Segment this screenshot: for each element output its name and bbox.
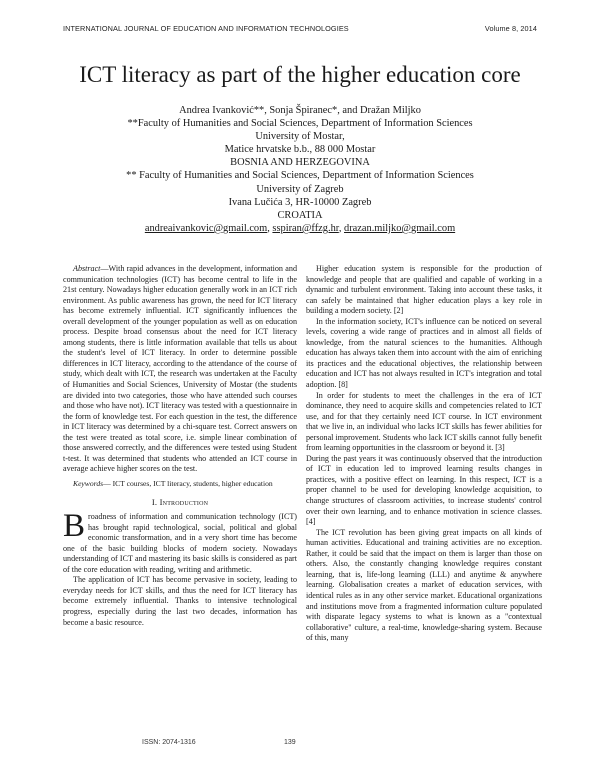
abstract-label: Abstract xyxy=(73,264,101,273)
body-paragraph-3: In order for students to meet the challenges in the era of ICT dominance, they need to acquire skills and competencies related to ICT use, and for that they certainly need ICT course. In ICT environment that we live in, an individual who lacks ICT skills has fewer abilities for personal improvement. Students who lack ICT skills cannot fully benefit from learning opportunities in the classroom or beyond it. [3] xyxy=(306,390,542,453)
body-paragraph-1: Higher education system is responsible for the production of knowledge and people that are qualified and capable of working in a dynamic and turbulent environment. Taking into account these tasks, it can safely be maintained that higher education plays a key role in building a modern society. [2] xyxy=(306,264,542,316)
affiliation-1-country: BOSNIA AND HERZEGOVINA xyxy=(230,157,370,169)
keywords-label: Keywords xyxy=(73,478,104,488)
author-emails xyxy=(0,222,600,235)
keywords xyxy=(63,479,297,490)
abstract xyxy=(63,264,297,475)
affiliation-2-univ: University of Zagreb xyxy=(256,183,344,195)
intro-paragraph-1 xyxy=(63,508,297,575)
affiliation-1-univ: University of Mostar, xyxy=(255,131,345,143)
journal-name: INTERNATIONAL JOURNAL OF EDUCATION AND INFORMATION TECHNOLOGIES xyxy=(63,24,349,33)
affiliation-2-addr: Ivana Lučića 3, HR-10000 Zagreb xyxy=(228,196,372,208)
page-number: 139 xyxy=(284,739,296,746)
issn: ISSN: 2074-1316 xyxy=(142,739,196,746)
body-paragraph-4: During the past years it was continuously observed that the introduction of ICT in education led to improved learning results changes in practices, with a positive effect on learning. In this respect, ICT is a proper channel to be used for developing knowledge acquisition, to change structures of classroom activities, to increase students' control over their own learning, and to enhance motivation in science classes. [4] xyxy=(306,453,542,527)
body-paragraph-5: The ICT revolution has been giving great impacts on all kinds of human activities. Educational and training activities are no exception. Rather, it could be said that the impact on them is larger than those on others. Also, the constantly changing knowledge requires constant learning, that is, life-long learning (LLL) and anytime & anywhere learning. Globalisation creates a market of education services, with identical rules as in any other service market. Educational organizations and institutions move from a fragmented information culture populated with disparate legacy systems to what is known as a "contextual collaborative" culture, a real-time, knowledge-sharing system. Because of this, many xyxy=(306,527,542,643)
email-separator: , xyxy=(267,222,273,234)
author-block xyxy=(0,104,600,235)
section-number: I. xyxy=(151,497,158,508)
abstract-text: —With rapid advances in the development, information and communication technologies (ICT) has become central to life in the 21st century. Nowadays higher education generally work in an ICT rich environment. As public awareness has grown, the need for ICT literacy has become extremely influential. ICT significantly influences the overall development of the younger population as well as on education process. Despite broad consensus about the need for ICT literacy among students, there is little information available that tells us about the student's level of ICT literacy. In order to determine possible differences in ICT literacy, according to the attendance of the course of study, which dealt with ICT, the research was undertaken at the Faculty of Humanities and Social Sciences, University of Mostar (the students are divided into two categories, those who have attended such courses and those who have not). ICT literacy was tested with a questionnaire in the form of knowledge test. For each question in the test, the difference in ICT literacy was determined by a chi-square test. Correct answers on the test were treated as total score, i.e. simple linear combination of those answered correctly, and the differences were tested using Student t-test. It was determined that students who attended an ICT course in average achieve higher scores on the test. xyxy=(63,264,297,474)
volume-info: Volume 8, 2014 xyxy=(484,24,537,33)
keywords-text: — ICT courses, ICT literacy, students, higher education xyxy=(103,478,273,488)
email-link-2[interactable]: sspiran@ffzg.hr xyxy=(272,222,339,234)
intro-paragraph-1-text: roadness of information and communication technology (ICT) has brought rapid technological, social, political and global economic transformation, and in a very short time has become one of the basic building blocks of modern society. Nowadays understanding of ICT and mastering its basic skills is considered as part of the core education with reading, writing and arithmetic. xyxy=(63,512,297,574)
email-link-1[interactable]: andreaivankovic@gmail.com xyxy=(144,222,268,234)
email-separator: , xyxy=(338,222,345,234)
affiliation-2-country: CROATIA xyxy=(277,209,323,221)
running-header xyxy=(63,24,537,33)
right-column xyxy=(306,264,542,644)
affiliation-2-dept: ** Faculty of Humanities and Social Sciences, Department of Information Sciences xyxy=(126,170,474,182)
section-title: Introduction xyxy=(159,497,209,508)
author-names: Andrea Ivanković**, Sonja Špiranec*, and Dražan Miljko xyxy=(179,105,421,116)
affiliation-1-addr: Matice hrvatske b.b., 88 000 Mostar xyxy=(224,144,376,156)
section-heading-introduction xyxy=(63,497,297,508)
body-paragraph-2: In the information society, ICT's influence can be noticed on several levels, covering a wide range of practices and in almost all fields of knowledge, from the natural sciences to the humanities. Although education has always taken them into account with the aim of enriching its practices and the educational objectives, the relationship between education and ICT has not always resulted in ICT's integration and total adoption. [8] xyxy=(306,316,542,390)
email-link-3[interactable]: drazan.miljko@gmail.com xyxy=(344,222,456,234)
drop-cap: B xyxy=(63,508,86,545)
affiliation-1-dept: **Faculty of Humanities and Social Sciences, Department of Information Sciences xyxy=(127,118,473,130)
paper-title: ICT literacy as part of the higher education core xyxy=(79,62,521,87)
left-column xyxy=(63,264,297,628)
intro-paragraph-2: The application of ICT has become pervasive in society, leading to everyday needs for ICT skills, and thus the need for ICT literacy has become extremely influential. Thanks to intensive technological progress, especially during the last two decades, information has become a basic resource. xyxy=(63,575,297,627)
